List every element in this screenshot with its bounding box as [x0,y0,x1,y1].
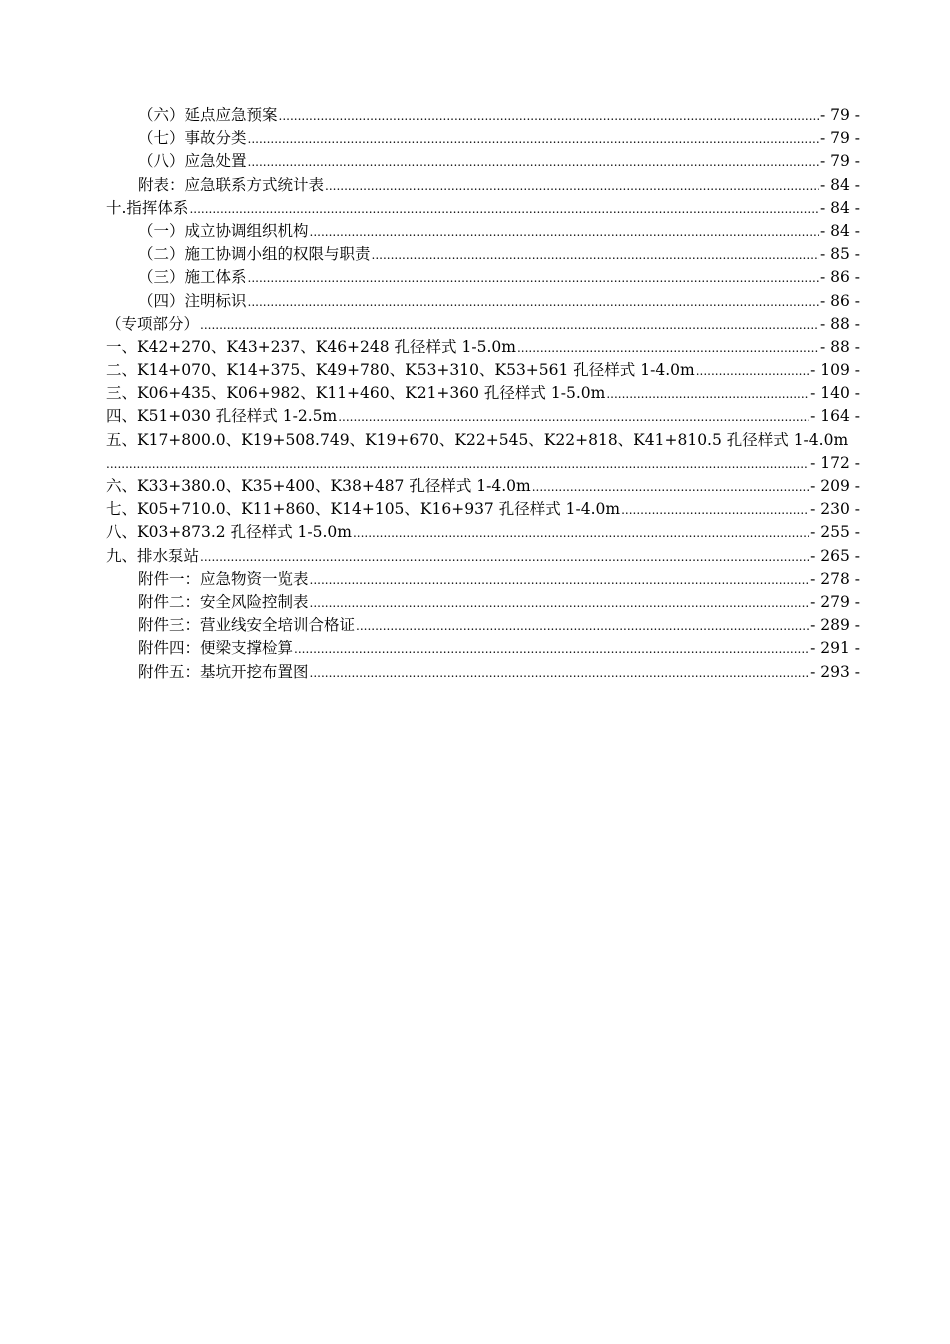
toc-entry[interactable] [106,637,860,660]
toc-entry[interactable] [106,220,860,243]
toc-entry-page: - 291 - [810,639,860,658]
toc-entry-title: （三）施工体系 [138,268,247,287]
toc-entry[interactable] [106,545,860,568]
toc-entry-page: - 79 - [819,106,860,124]
toc-dot-leader [106,453,809,476]
toc-entry-title: 附件四：便梁支撑检算 [138,639,294,658]
toc-entry[interactable] [106,475,860,498]
toc-entry[interactable] [106,290,860,313]
toc-dot-leader [248,291,819,314]
toc-dot-leader [621,499,809,522]
toc-entry-page: - 164 - [810,407,860,426]
toc-entry-page: - 84 - [819,221,860,240]
toc-entry-page: - 172 - [810,453,860,472]
toc-entry-page: - 230 - [810,500,860,519]
toc-dot-leader [338,406,809,429]
toc-entry-title: （六）延点应急预案 [138,106,278,124]
toc-entry-title: 四、K51+030 孔径样式 1-2.5m [106,407,338,426]
toc-entry-page: - 88 - [819,314,860,333]
toc-entry[interactable] [106,174,860,197]
toc-entry-title: （四）注明标识 [138,291,247,310]
toc-entry-page: - 85 - [819,245,860,264]
toc-dot-leader [279,105,819,128]
toc-entry[interactable] [106,661,860,684]
toc-entry[interactable] [106,382,860,405]
toc-entry[interactable] [106,104,860,127]
toc-dot-leader [189,198,819,221]
toc-dot-leader [372,244,819,267]
toc-entry-page: - 88 - [819,337,860,356]
toc-entry-title: 六、K33+380.0、K35+400、K38+487 孔径样式 1-4.0m [106,477,531,496]
toc-dot-leader [248,267,819,290]
toc-dot-leader [532,476,809,499]
toc-entry[interactable] [106,521,860,544]
toc-entry-page: - 109 - [810,361,860,380]
toc-entry-continuation [106,452,860,475]
toc-entry-title: （二）施工协调小组的权限与职责 [138,245,371,264]
toc-entry-page: - 84 - [819,175,860,194]
toc-dot-leader [248,151,819,174]
toc-dot-leader [353,522,809,545]
toc-entry[interactable] [106,243,860,266]
toc-entry[interactable] [106,429,860,475]
toc-entry-page: - 279 - [810,592,860,611]
toc-dot-leader [310,662,810,685]
toc-entry-title: 九、排水泵站 [106,546,200,565]
toc-entry-title: 附件三：营业线安全培训合格证 [138,616,356,635]
toc-dot-leader [606,383,809,406]
toc-entry-title: 一、K42+270、K43+237、K46+248 孔径样式 1-5.0m [106,337,516,356]
toc-entry-page: - 79 - [819,152,860,171]
toc-entry[interactable] [106,591,860,614]
toc-entry[interactable] [106,568,860,591]
toc-dot-leader [248,128,819,151]
toc-entry-title: （专项部分） [106,314,200,333]
toc-entry-page: - 140 - [810,384,860,403]
toc-entry-page: - 79 - [819,129,860,148]
toc-entry-title: 附表：应急联系方式统计表 [138,175,325,194]
toc-entry[interactable] [106,336,860,359]
toc-entry-title: 附件五：基坑开挖布置图 [138,662,309,681]
toc-entry-title: 八、K03+873.2 孔径样式 1-5.0m [106,523,352,542]
toc-entry[interactable] [106,359,860,382]
toc-entry[interactable] [106,405,860,428]
toc-entry[interactable] [106,313,860,336]
table-of-contents [106,104,860,684]
toc-entry-page: - 293 - [810,662,860,681]
toc-entry-page: - 86 - [819,291,860,310]
toc-entry-page: - 265 - [810,546,860,565]
toc-entry-page: - 255 - [810,523,860,542]
toc-entry[interactable] [106,614,860,637]
toc-entry-title: 十.指挥体系 [106,198,189,217]
toc-entry-title: 二、K14+070、K14+375、K49+780、K53+310、K53+561 孔径样式 1-4.0m [106,361,695,380]
toc-dot-leader [200,314,819,337]
toc-dot-leader [356,615,809,638]
toc-entry-title: 七、K05+710.0、K11+860、K14+105、K16+937 孔径样式 1-4.0m [106,500,621,519]
toc-dot-leader [310,569,810,592]
toc-entry-title: 三、K06+435、K06+982、K11+460、K21+360 孔径样式 1-5.0m [106,384,606,403]
toc-dot-leader [325,175,819,198]
toc-entry-title: （一）成立协调组织机构 [138,221,309,240]
toc-entry[interactable] [106,266,860,289]
toc-entry-page: - 278 - [810,569,860,588]
toc-dot-leader [200,546,809,569]
toc-entry[interactable] [106,150,860,173]
toc-entry[interactable] [106,197,860,220]
toc-entry-title: 附件一：应急物资一览表 [138,569,309,588]
toc-dot-leader [310,592,810,615]
toc-dot-leader [517,337,819,360]
toc-entry-title: （八）应急处置 [138,152,247,171]
toc-entry-page: - 84 - [819,198,860,217]
toc-entry-page: - 86 - [819,268,860,287]
toc-entry-page: - 209 - [810,477,860,496]
toc-dot-leader [310,221,819,244]
toc-dot-leader [294,638,809,661]
toc-entry-title: 附件二：安全风险控制表 [138,592,309,611]
toc-entry-page: - 289 - [810,616,860,635]
toc-dot-leader [696,360,809,383]
toc-entry-title: 五、K17+800.0、K19+508.749、K19+670、K22+545、K22+818、K41+810.5 孔径样式 1-4.0m [106,430,849,449]
toc-entry[interactable] [106,127,860,150]
toc-entry[interactable] [106,498,860,521]
toc-entry-title: （七）事故分类 [138,129,247,148]
